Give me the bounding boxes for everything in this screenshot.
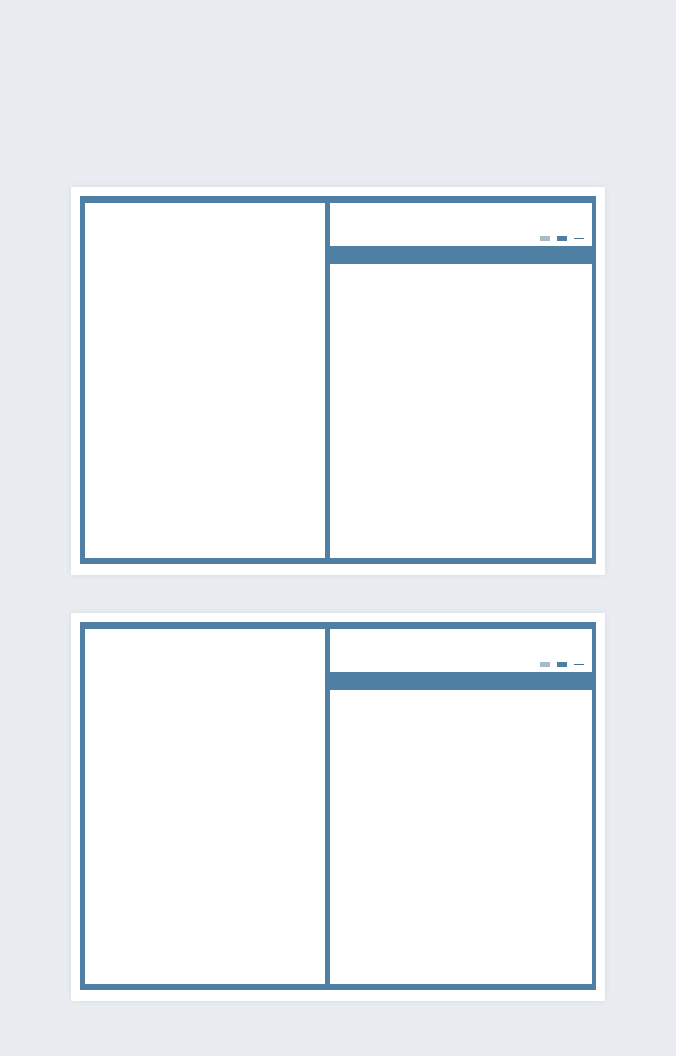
legend-done-swatch <box>540 662 550 667</box>
sheet-preview-1 <box>71 187 605 575</box>
legend-rate-swatch <box>574 664 584 666</box>
sheet-frame <box>80 196 596 564</box>
gantt-panel <box>330 629 592 984</box>
legend-rate <box>574 664 586 666</box>
legend-remaining-swatch <box>557 236 567 241</box>
legend-done <box>540 662 552 667</box>
gantt-date-axis <box>330 672 592 690</box>
legend-remaining-swatch <box>557 662 567 667</box>
gantt-legend <box>540 236 586 241</box>
legend-remaining <box>557 236 569 241</box>
legend-rate-swatch <box>574 238 584 240</box>
gantt-legend <box>540 662 586 667</box>
gantt-chart <box>330 692 592 982</box>
gantt-date-axis <box>330 246 592 264</box>
legend-remaining <box>557 662 569 667</box>
plan-table-panel <box>85 629 325 984</box>
sheet-frame <box>80 622 596 990</box>
sheet-preview-2 <box>71 613 605 1001</box>
gantt-chart <box>330 266 592 556</box>
legend-done-swatch <box>540 236 550 241</box>
legend-done <box>540 236 552 241</box>
legend-rate <box>574 238 586 240</box>
gantt-panel <box>330 203 592 558</box>
plan-table-panel <box>85 203 325 558</box>
